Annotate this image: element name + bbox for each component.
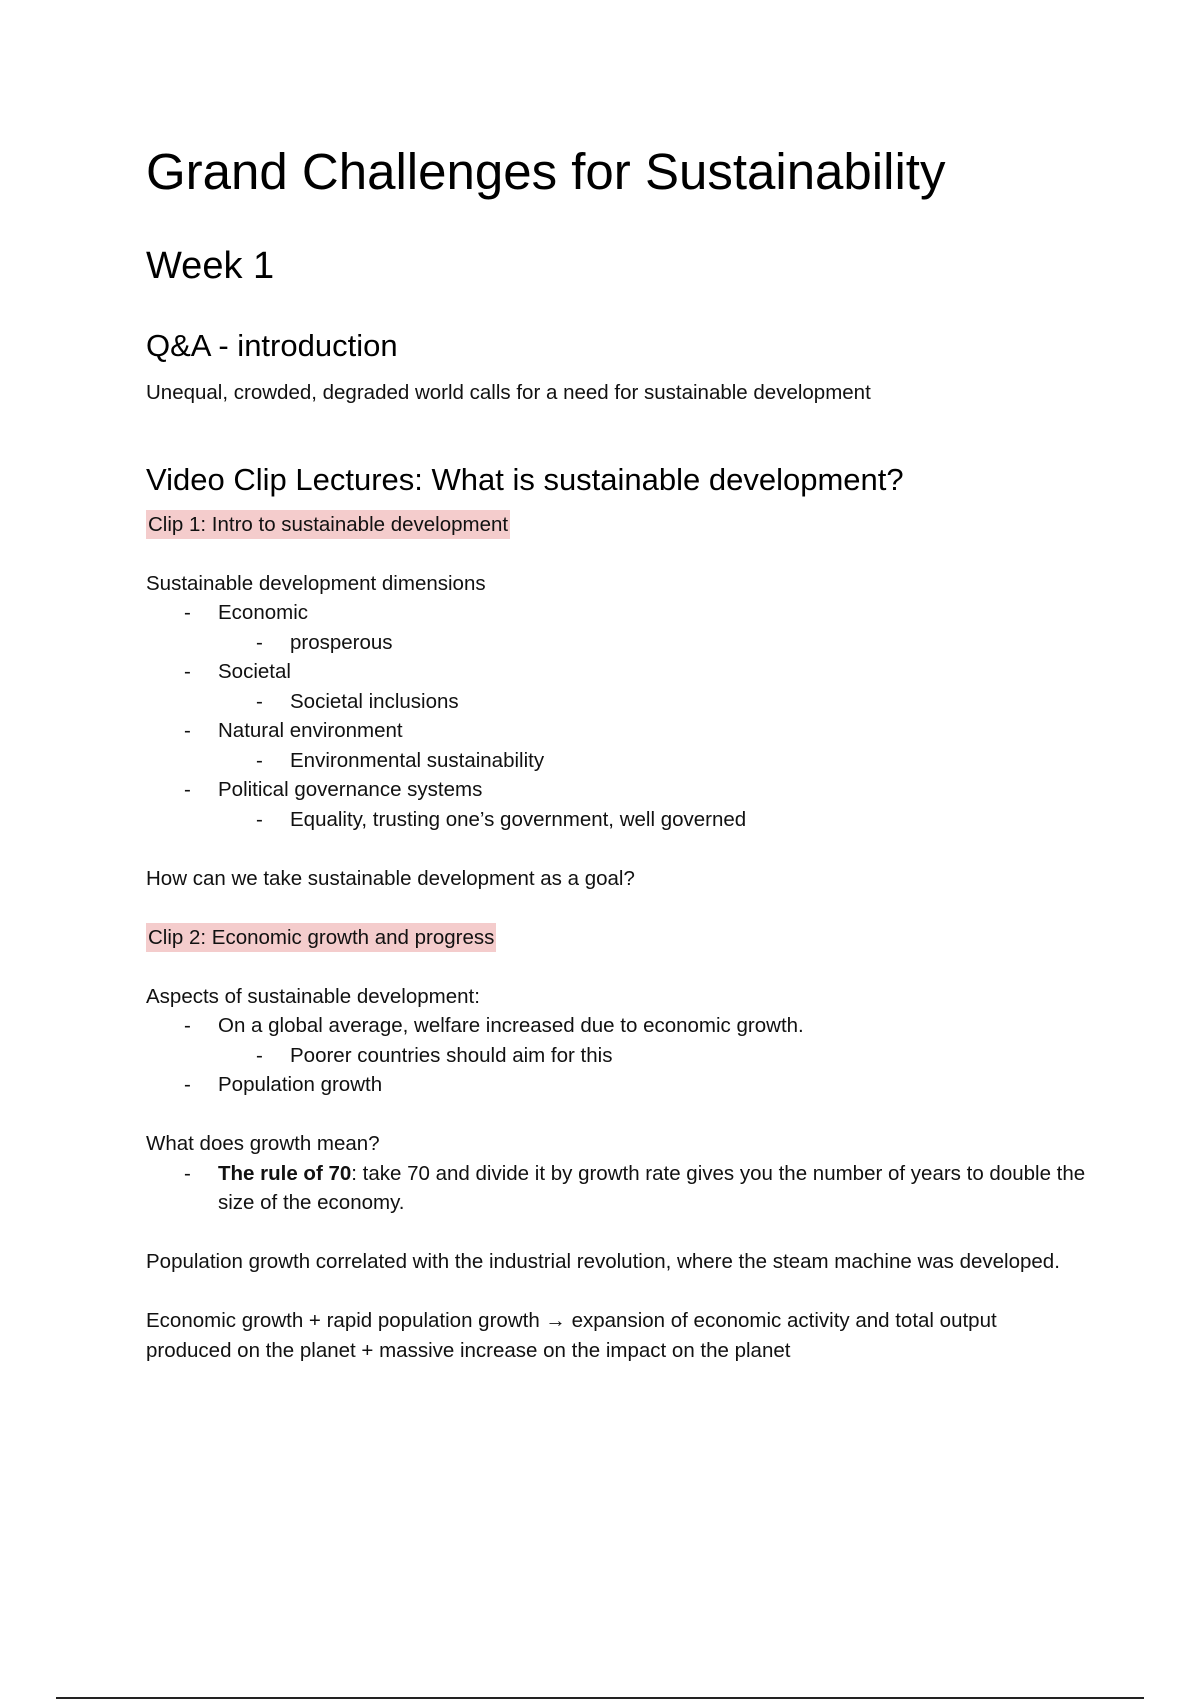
page-bottom-rule — [56, 1697, 1144, 1699]
growth-question: What does growth mean? — [146, 1132, 380, 1155]
spacer — [146, 893, 1086, 923]
dash-bullet: - — [256, 807, 263, 831]
dash-bullet: - — [184, 719, 191, 742]
dash-bullet: - — [184, 1161, 191, 1185]
dimensions-intro: Sustainable development dimensions — [146, 571, 486, 595]
rule-of-70-bold: The rule of 70 — [218, 1161, 352, 1185]
document-content — [146, 140, 1086, 1365]
dimensions-list — [146, 598, 1086, 834]
dimension-label: Natural environment — [218, 719, 403, 742]
aspect-label: On a global average, welfare increased due to economic growth. — [218, 1014, 804, 1037]
dimension-sub-label: Environmental sustainability — [290, 748, 545, 772]
dash-bullet: - — [256, 689, 263, 713]
aspects-intro: Aspects of sustainable development: — [146, 984, 480, 1008]
qa-heading: Q&A - introduction — [146, 328, 398, 363]
dimension-label: Societal — [218, 660, 291, 683]
dimension-label: Economic — [218, 601, 309, 624]
list-subitem — [146, 805, 1086, 835]
dash-bullet: - — [184, 1014, 191, 1037]
spacer — [146, 834, 1086, 864]
dimension-label: Political governance systems — [218, 778, 483, 801]
spacer — [146, 539, 1086, 569]
population-paragraph: Population growth correlated with the industrial revolution, where the steam machine was developed. — [146, 1250, 1060, 1273]
document-title: Grand Challenges for Sustainability — [146, 143, 946, 200]
week-heading: Week 1 — [146, 245, 275, 287]
qa-paragraph: Unequal, crowded, degraded world calls for a need for sustainable development — [146, 381, 871, 404]
spacer — [146, 1218, 1086, 1248]
dash-bullet: - — [184, 778, 191, 801]
clip-1-highlight-label: Clip 1: Intro to sustainable development — [146, 510, 510, 540]
clip-2-highlight-label: Clip 2: Economic growth and progress — [146, 923, 496, 953]
dash-bullet: - — [256, 748, 263, 772]
dash-bullet: - — [256, 630, 263, 654]
aspect-sub-label: Poorer countries should aim for this — [290, 1043, 613, 1067]
list-item — [146, 1070, 1086, 1100]
spacer — [146, 1100, 1086, 1130]
spacer — [146, 1277, 1086, 1307]
rule-of-70-text — [218, 1162, 1085, 1215]
dash-bullet: - — [184, 601, 191, 624]
dash-bullet: - — [184, 1073, 191, 1096]
spacer — [146, 952, 1086, 982]
list-item — [146, 1011, 1086, 1041]
dimension-sub-label: Societal inclusions — [290, 689, 459, 713]
dash-bullet: - — [184, 660, 191, 683]
aspect-label: Population growth — [218, 1073, 383, 1096]
dimension-sub-label: prosperous — [290, 630, 393, 654]
video-lectures-heading: Video Clip Lectures: What is sustainable development? — [146, 461, 904, 497]
list-subitem — [146, 1041, 1086, 1071]
list-subitem — [146, 687, 1086, 717]
list-subitem — [146, 746, 1086, 776]
list-item — [146, 657, 1086, 687]
list-item — [146, 1159, 1086, 1218]
goal-question: How can we take sustainable development as a goal? — [146, 866, 635, 890]
list-subitem — [146, 628, 1086, 658]
dash-bullet: - — [256, 1043, 263, 1067]
rule-of-70-description: : take 70 and divide it by growth rate gives you the number of years to double the size of the economy. — [218, 1161, 1086, 1214]
list-item — [146, 775, 1086, 805]
clip-1-line — [146, 510, 1086, 540]
economic-growth-paragraph: Economic growth + rapid population growth → expansion of economic activity and total output produced on the planet + massive increase on the impact on the planet — [146, 1309, 997, 1362]
dimension-sub-label: Equality, trusting one’s government, well governed — [290, 807, 747, 831]
clip-2-line — [146, 923, 1086, 953]
aspects-list — [146, 1011, 1086, 1100]
list-item — [146, 598, 1086, 628]
list-item — [146, 716, 1086, 746]
